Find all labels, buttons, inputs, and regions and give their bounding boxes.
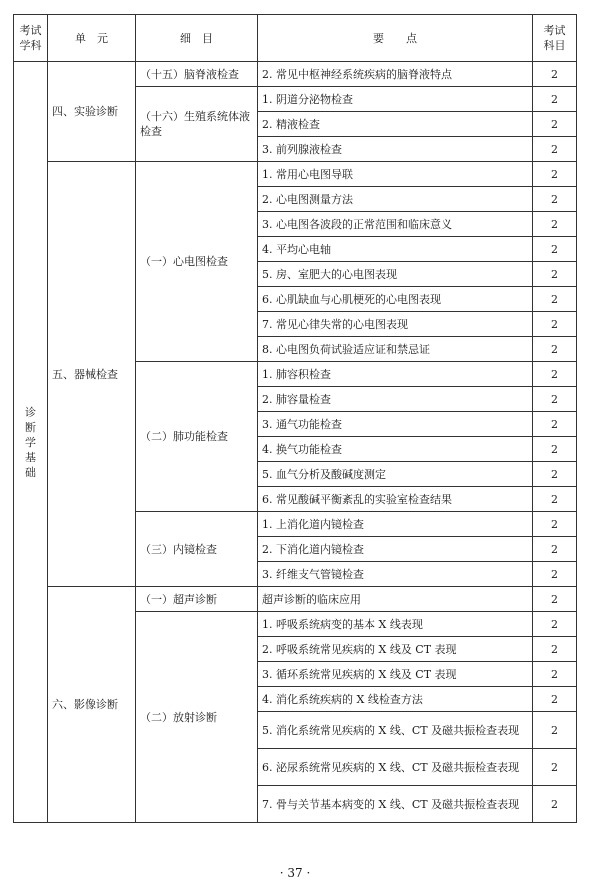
point-cell: 1. 常用心电图导联 bbox=[258, 162, 533, 187]
subject-char: 断 bbox=[25, 420, 36, 434]
point-cell: 5. 消化系统常见疾病的 X 线、CT 及磁共振检查表现 bbox=[258, 712, 533, 749]
point-cell: 2. 下消化道内镜检查 bbox=[258, 537, 533, 562]
header-time-line1: 考试 bbox=[543, 24, 566, 37]
point-cell: 2. 肺容量检查 bbox=[258, 387, 533, 412]
point-cell: 1. 呼吸系统病变的基本 X 线表现 bbox=[258, 612, 533, 637]
detail-reproductive-fluid: （十六）生殖系统体液检查 bbox=[136, 87, 258, 162]
header-subject bbox=[14, 15, 48, 62]
point-cell: 3. 前列腺液检查 bbox=[258, 137, 533, 162]
header-subject-line2: 学科 bbox=[19, 39, 42, 52]
detail-csf: （十五）脑脊液检查 bbox=[136, 62, 258, 87]
point-cell: 7. 骨与关节基本病变的 X 线、CT 及磁共振检查表现 bbox=[258, 786, 533, 823]
unit-instrument-exam: 五、器械检查 bbox=[48, 162, 136, 587]
time-cell: 2 bbox=[533, 512, 577, 537]
time-cell: 2 bbox=[533, 437, 577, 462]
exam-outline-table bbox=[13, 14, 577, 823]
header-subject-line1: 考试 bbox=[19, 24, 42, 37]
subject-char: 基 bbox=[25, 450, 36, 464]
time-cell: 2 bbox=[533, 786, 577, 823]
page-number: · 37 · bbox=[279, 866, 311, 880]
time-cell: 2 bbox=[533, 687, 577, 712]
point-cell: 3. 循环系统常见疾病的 X 线及 CT 表现 bbox=[258, 662, 533, 687]
point-cell: 5. 血气分析及酸碱度测定 bbox=[258, 462, 533, 487]
header-time-line2: 科目 bbox=[543, 39, 566, 52]
point-cell: 2. 呼吸系统常见疾病的 X 线及 CT 表现 bbox=[258, 637, 533, 662]
point-cell: 4. 换气功能检查 bbox=[258, 437, 533, 462]
subject-char: 诊 bbox=[25, 405, 36, 419]
unit-imaging-diagnosis: 六、影像诊断 bbox=[48, 587, 136, 823]
point-cell: 6. 泌尿系统常见疾病的 X 线、CT 及磁共振检查表现 bbox=[258, 749, 533, 786]
point-cell: 1. 阴道分泌物检查 bbox=[258, 87, 533, 112]
header-unit: 单 元 bbox=[48, 15, 136, 62]
detail-ecg: （一）心电图检查 bbox=[136, 162, 258, 362]
table-row bbox=[14, 162, 577, 187]
time-cell: 2 bbox=[533, 537, 577, 562]
time-cell: 2 bbox=[533, 587, 577, 612]
subject-char: 础 bbox=[25, 465, 36, 479]
point-cell: 6. 常见酸碱平衡紊乱的实验室检查结果 bbox=[258, 487, 533, 512]
detail-radiology: （二）放射诊断 bbox=[136, 612, 258, 823]
detail-ultrasound: （一）超声诊断 bbox=[136, 587, 258, 612]
time-cell: 2 bbox=[533, 412, 577, 437]
time-cell: 2 bbox=[533, 212, 577, 237]
point-cell: 2. 精液检查 bbox=[258, 112, 533, 137]
point-cell: 2. 心电图测量方法 bbox=[258, 187, 533, 212]
subject-cell bbox=[14, 62, 48, 823]
point-cell: 1. 肺容积检查 bbox=[258, 362, 533, 387]
time-cell: 2 bbox=[533, 562, 577, 587]
time-cell: 2 bbox=[533, 112, 577, 137]
time-cell: 2 bbox=[533, 612, 577, 637]
time-cell: 2 bbox=[533, 487, 577, 512]
point-cell: 超声诊断的临床应用 bbox=[258, 587, 533, 612]
header-time bbox=[533, 15, 577, 62]
time-cell: 2 bbox=[533, 87, 577, 112]
time-cell: 2 bbox=[533, 712, 577, 749]
time-cell: 2 bbox=[533, 387, 577, 412]
time-cell: 2 bbox=[533, 187, 577, 212]
point-cell: 3. 心电图各波段的正常范围和临床意义 bbox=[258, 212, 533, 237]
time-cell: 2 bbox=[533, 62, 577, 87]
point-cell: 8. 心电图负荷试验适应证和禁忌证 bbox=[258, 337, 533, 362]
detail-pulmonary-function: （二）肺功能检查 bbox=[136, 362, 258, 512]
header-detail: 细 目 bbox=[136, 15, 258, 62]
time-cell: 2 bbox=[533, 337, 577, 362]
point-cell: 4. 消化系统疾病的 X 线检查方法 bbox=[258, 687, 533, 712]
time-cell: 2 bbox=[533, 162, 577, 187]
point-cell: 5. 房、室肥大的心电图表现 bbox=[258, 262, 533, 287]
time-cell: 2 bbox=[533, 662, 577, 687]
time-cell: 2 bbox=[533, 137, 577, 162]
time-cell: 2 bbox=[533, 287, 577, 312]
point-cell: 6. 心肌缺血与心肌梗死的心电图表现 bbox=[258, 287, 533, 312]
point-cell: 2. 常见中枢神经系统疾病的脑脊液特点 bbox=[258, 62, 533, 87]
time-cell: 2 bbox=[533, 262, 577, 287]
time-cell: 2 bbox=[533, 749, 577, 786]
point-cell: 3. 通气功能检查 bbox=[258, 412, 533, 437]
unit-lab-diagnosis: 四、实验诊断 bbox=[48, 62, 136, 162]
point-cell: 4. 平均心电轴 bbox=[258, 237, 533, 262]
detail-endoscopy: （三）内镜检查 bbox=[136, 512, 258, 587]
point-cell: 7. 常见心律失常的心电图表现 bbox=[258, 312, 533, 337]
time-cell: 2 bbox=[533, 312, 577, 337]
time-cell: 2 bbox=[533, 462, 577, 487]
table-row bbox=[14, 587, 577, 612]
table-header-row bbox=[14, 15, 577, 62]
subject-char: 学 bbox=[25, 435, 36, 449]
time-cell: 2 bbox=[533, 237, 577, 262]
table-row bbox=[14, 62, 577, 87]
point-cell: 3. 纤维支气管镜检查 bbox=[258, 562, 533, 587]
time-cell: 2 bbox=[533, 362, 577, 387]
header-point: 要 点 bbox=[258, 15, 533, 62]
point-cell: 1. 上消化道内镜检查 bbox=[258, 512, 533, 537]
time-cell: 2 bbox=[533, 637, 577, 662]
